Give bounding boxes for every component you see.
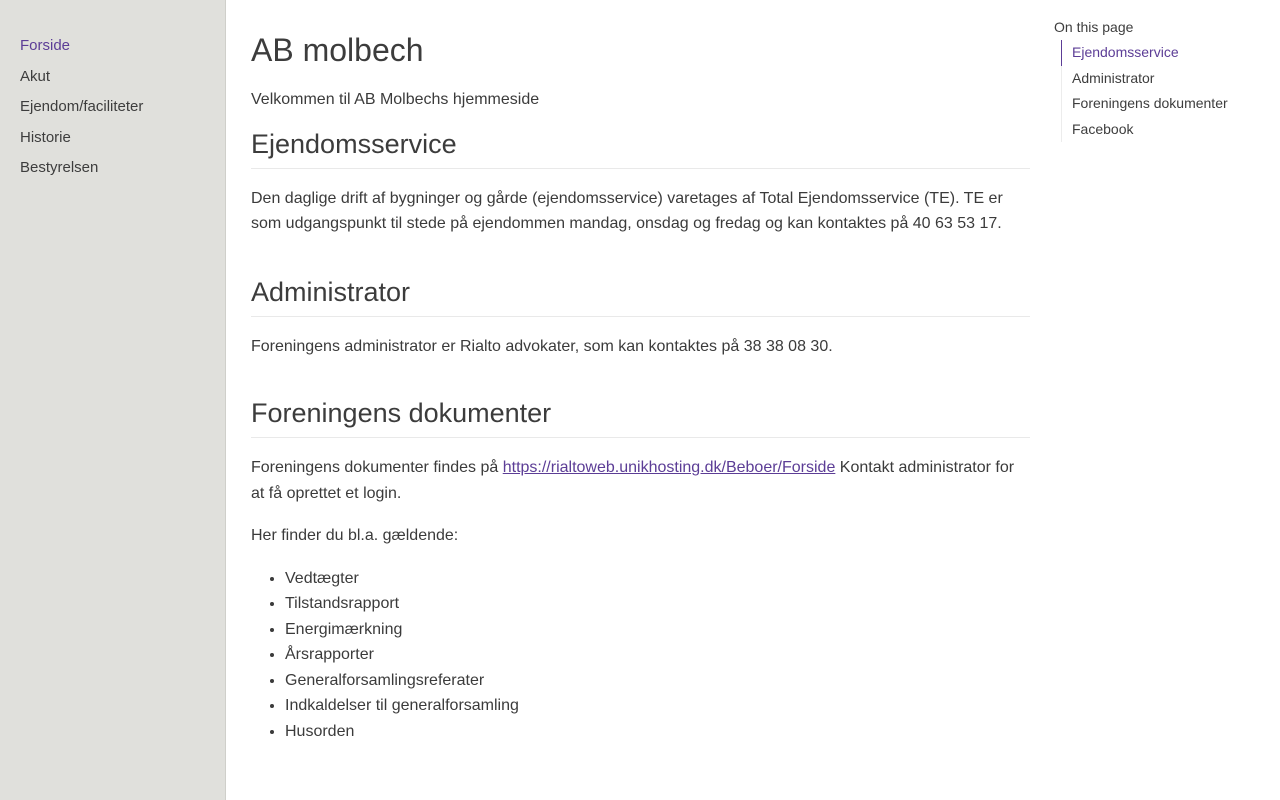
toc-title: On this page xyxy=(1054,19,1134,35)
section-text: Den daglige drift af bygninger og gårde (ejendomsservice) varetages af Total Ejendomsservice (TE). TE er som udgangspunkt til stede på ejendommen mandag, onsdag og fredag og kan kontaktes på 40 63 53 17. xyxy=(251,189,1003,232)
toc-item-foreningens-dokumenter[interactable]: Foreningens dokumenter xyxy=(1072,95,1228,111)
sidebar-item-bestyrelsen[interactable]: Bestyrelsen xyxy=(20,159,99,177)
documents-text-before: Foreningens dokumenter findes på xyxy=(251,459,503,476)
sidebar-nav xyxy=(0,0,226,800)
sidebar-item-akut[interactable]: Akut xyxy=(20,67,51,85)
documents-text xyxy=(251,455,1030,506)
section-foreningens-dokumenter xyxy=(251,396,1030,744)
section-heading: Administrator xyxy=(251,275,1030,317)
documents-list-intro: Her finder du bl.a. gældende: xyxy=(251,527,459,544)
section-administrator xyxy=(251,275,1030,360)
toc-item-ejendomsservice[interactable]: Ejendomsservice xyxy=(1061,40,1274,66)
list-item: • Indkaldelser til generalforsamling xyxy=(285,693,1030,719)
main-content xyxy=(251,0,1030,744)
toc-list xyxy=(1061,40,1274,142)
sidebar-item-forside[interactable]: Forside xyxy=(20,37,71,54)
list-item: • Energimærkning xyxy=(285,617,1030,643)
list-item: • Generalforsamlingsreferater xyxy=(285,668,1030,694)
list-item: • Husorden xyxy=(285,719,1030,745)
documents-link[interactable]: https://rialtoweb.unikhosting.dk/Beboer/Forside xyxy=(502,459,836,476)
sidebar-item-ejendom-faciliteter[interactable]: Ejendom/faciliteter xyxy=(20,98,144,116)
sidebar-item-historie[interactable]: Historie xyxy=(20,128,71,146)
page-title: AB molbech xyxy=(251,32,424,68)
documents-list xyxy=(251,566,1030,745)
section-text: Foreningens administrator er Rialto advokater, som kan kontaktes på 38 38 08 30. xyxy=(251,337,833,355)
toc-item-facebook[interactable]: Facebook xyxy=(1072,120,1134,137)
toc-item-administrator[interactable]: Administrator xyxy=(1072,69,1155,86)
section-ejendomsservice xyxy=(251,127,1030,237)
list-item: • Vedtægter xyxy=(285,566,1030,592)
documents-text-after: Kontakt administrator for at få oprettet et login. xyxy=(251,459,1015,502)
section-heading: Ejendomsservice xyxy=(251,127,1030,169)
table-of-contents xyxy=(1054,17,1274,142)
section-heading: Foreningens dokumenter xyxy=(251,396,1030,438)
list-item: • Årsrapporter xyxy=(285,642,1030,668)
list-item: • Tilstandsrapport xyxy=(285,591,1030,617)
intro-text: Velkommen til AB Molbechs hjemmeside xyxy=(251,91,540,108)
